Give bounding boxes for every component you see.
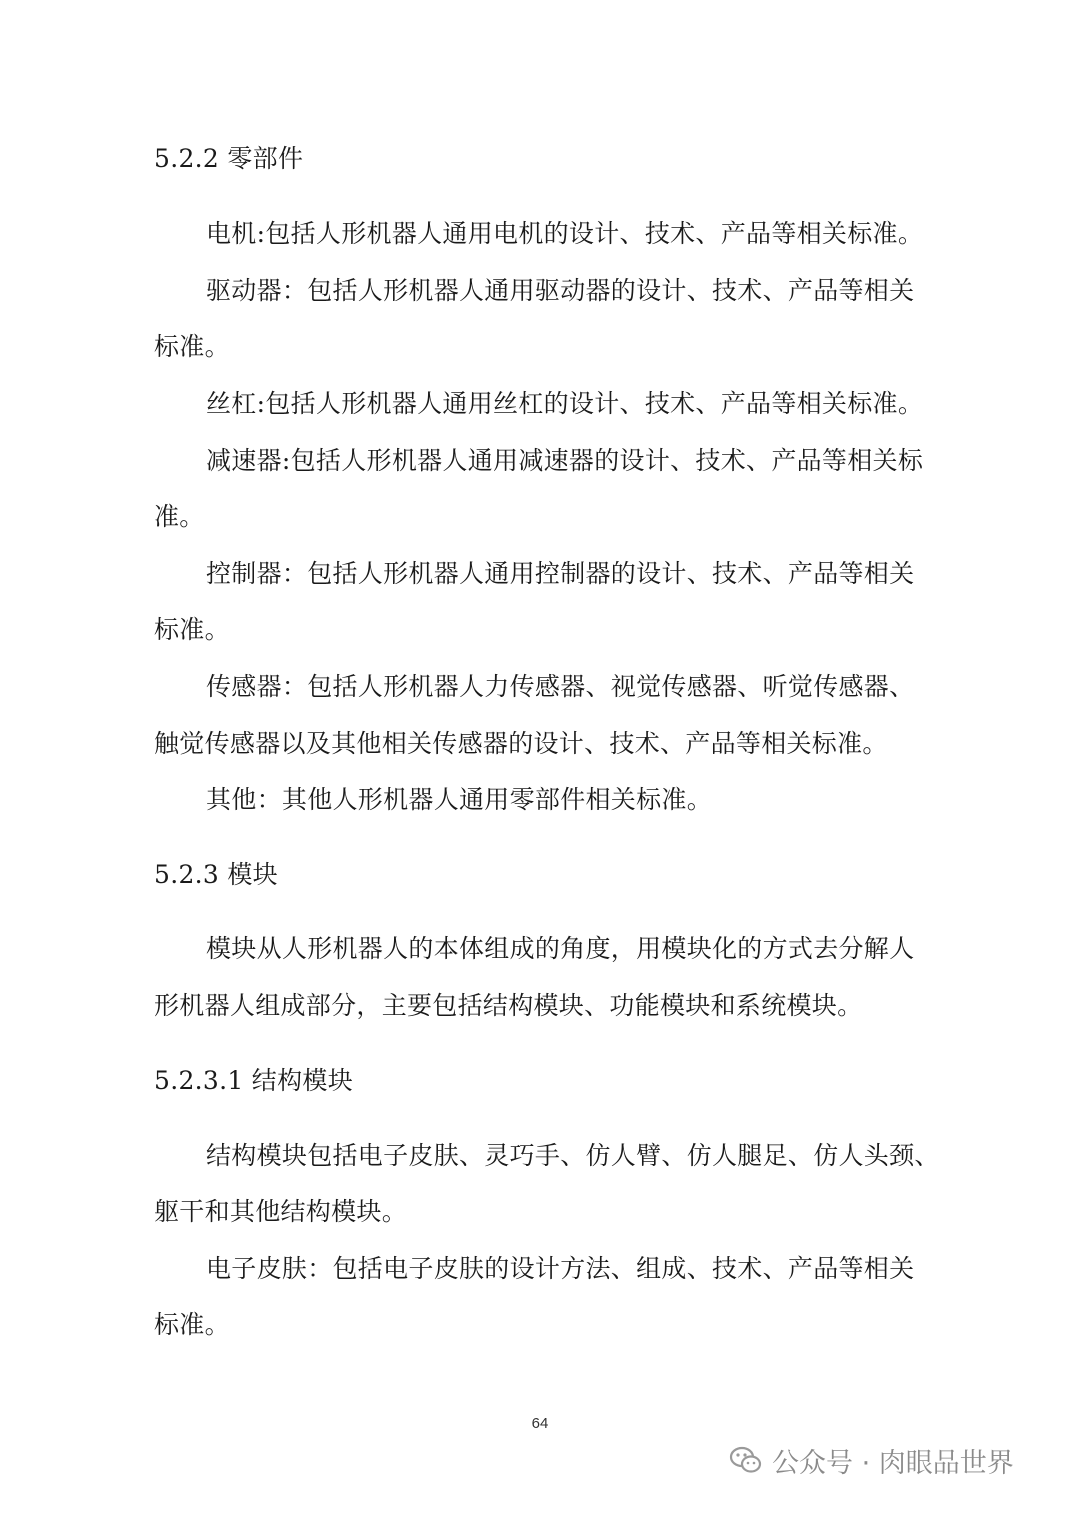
paragraph-motor: 电机:包括人形机器人通用电机的设计、技术、产品等相关标准。 (206, 219, 924, 248)
paragraph-reducer-line1: 减速器:包括人形机器人通用减速器的设计、技术、产品等相关标 (206, 446, 924, 475)
paragraph-sensor-line1: 传感器：包括人形机器人力传感器、视觉传感器、听觉传感器、 (206, 672, 915, 701)
paragraph-module-line1: 模块从人形机器人的本体组成的角度，用模块化的方式去分解人 (206, 934, 915, 963)
paragraph-structure-line2: 躯干和其他结构模块。 (154, 1197, 408, 1226)
section-heading-5-2-3-1: 5.2.3.1 结构模块 (154, 1066, 354, 1095)
section-heading-5-2-3: 5.2.3 模块 (154, 860, 278, 889)
section-heading-5-2-2: 5.2.2 零部件 (154, 144, 304, 173)
paragraph-other: 其他：其他人形机器人通用零部件相关标准。 (206, 785, 713, 814)
paragraph-controller-line2: 标准。 (154, 615, 230, 644)
paragraph-structure-line1: 结构模块包括电子皮肤、灵巧手、仿人臂、仿人腿足、仿人头颈、 (206, 1141, 940, 1170)
paragraph-driver-line2: 标准。 (154, 332, 230, 361)
watermark (728, 1440, 1014, 1480)
page-number: 64 (531, 1415, 549, 1432)
paragraph-reducer-line2: 准。 (154, 502, 205, 531)
paragraph-skin-line1: 电子皮肤：包括电子皮肤的设计方法、组成、技术、产品等相关 (206, 1254, 915, 1283)
paragraph-screw: 丝杠:包括人形机器人通用丝杠的设计、技术、产品等相关标准。 (206, 389, 924, 418)
paragraph-sensor-line2: 触觉传感器以及其他相关传感器的设计、技术、产品等相关标准。 (154, 729, 888, 758)
paragraph-module-line2: 形机器人组成部分，主要包括结构模块、功能模块和系统模块。 (154, 991, 863, 1020)
wechat-icon (728, 1442, 764, 1478)
watermark-text: 公众号 · 肉眼品世界 (772, 1447, 1014, 1479)
paragraph-controller-line1: 控制器：包括人形机器人通用控制器的设计、技术、产品等相关 (206, 559, 915, 588)
paragraph-driver-line1: 驱动器：包括人形机器人通用驱动器的设计、技术、产品等相关 (206, 276, 915, 305)
paragraph-skin-line2: 标准。 (154, 1310, 230, 1339)
